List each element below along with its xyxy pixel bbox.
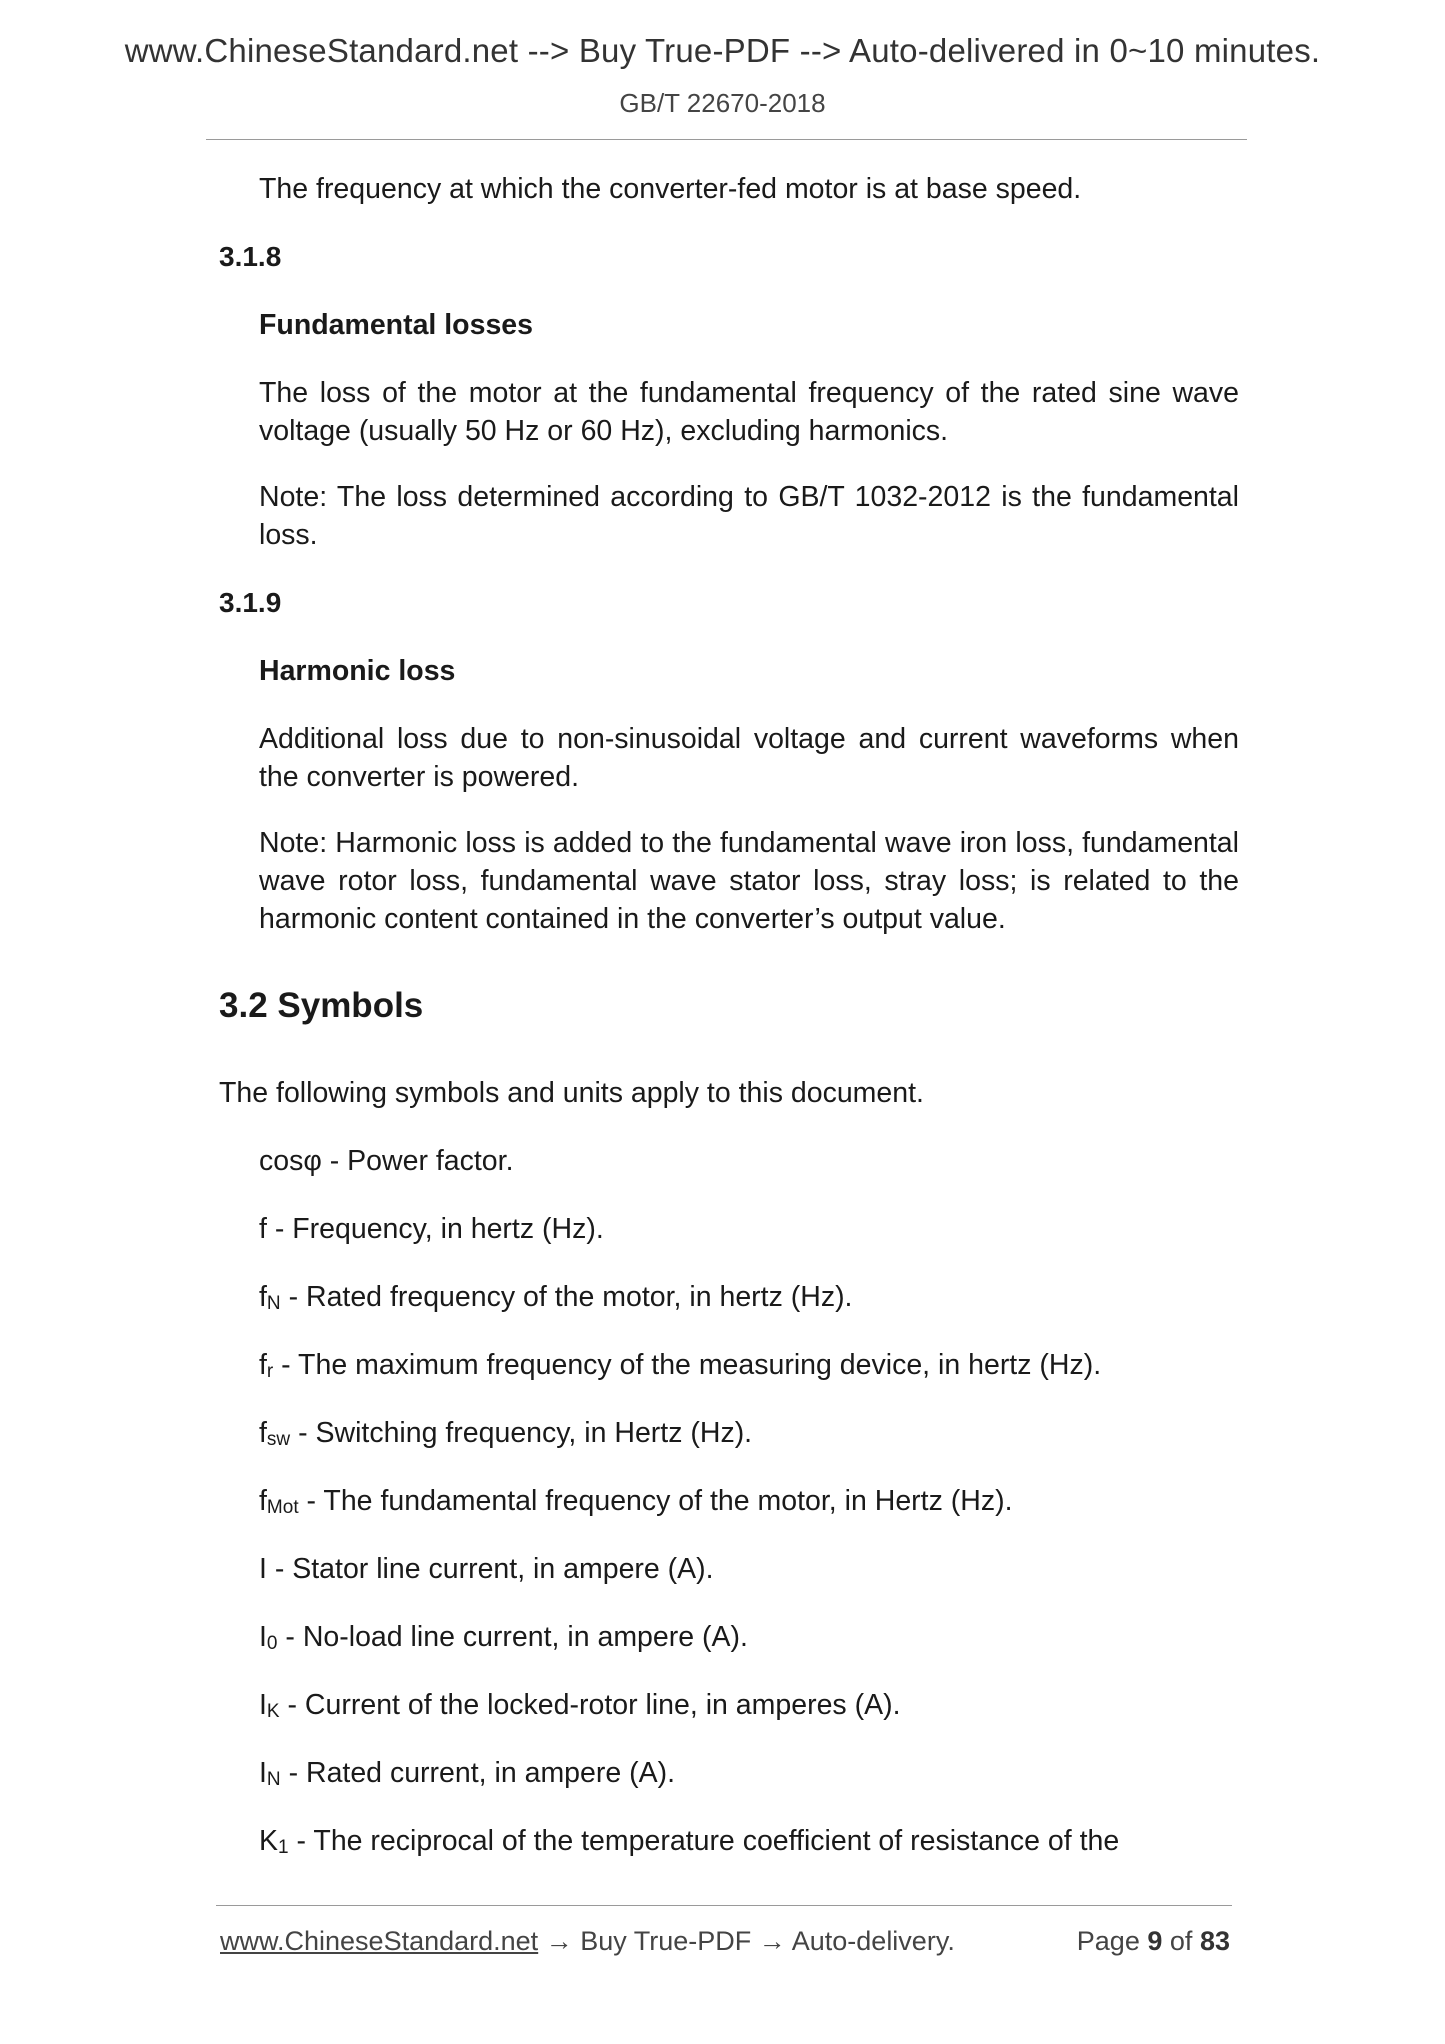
symbol-description: - The maximum frequency of the measuring device, in hertz (Hz).	[273, 1349, 1102, 1381]
symbol-subscript: N	[266, 1769, 281, 1790]
intro-line: The frequency at which the converter-fed motor is at base speed.	[259, 173, 1082, 205]
symbol-list-item	[219, 1482, 1239, 1520]
term-harmonic-loss: Harmonic loss	[259, 655, 456, 687]
note-harmonic-loss: Note: Harmonic loss is added to the fundamental wave iron loss, fundamental wave rotor loss, fundamental wave stator loss, stray loss; is related to the harmonic content contained in the converter’s output value.	[259, 827, 1239, 935]
symbol: f	[259, 1349, 267, 1381]
symbol: cosφ	[259, 1145, 322, 1177]
symbol: I	[259, 1757, 267, 1789]
document-code: GB/T 22670-2018	[619, 88, 826, 118]
symbol-description: - Rated frequency of the motor, in hertz (Hz).	[280, 1281, 853, 1313]
page-number: 9	[1147, 1926, 1163, 1956]
symbol: I	[259, 1689, 267, 1721]
symbol: I	[259, 1621, 267, 1653]
section-title-symbols: 3.2 Symbols	[219, 986, 424, 1025]
symbols-intro: The following symbols and units apply to this document.	[219, 1077, 924, 1109]
symbol-list-item	[219, 1754, 1239, 1792]
header-divider	[206, 139, 1247, 140]
symbol-subscript: sw	[266, 1429, 291, 1450]
definition-harmonic-loss: Additional loss due to non-sinusoidal voltage and current waveforms when the converter is powered.	[259, 723, 1239, 793]
symbol-list	[219, 1142, 1239, 1860]
symbol-list-item	[219, 1550, 1239, 1588]
footer-tagline: → Buy True-PDF → Auto-delivery.	[538, 1926, 955, 1956]
symbol-description: - Current of the locked-rotor line, in amperes (A).	[279, 1689, 901, 1721]
symbol-list-item	[219, 1822, 1239, 1860]
symbol: f	[259, 1417, 267, 1449]
symbol: K	[259, 1825, 279, 1857]
symbol-description: - No-load line current, in ampere (A).	[277, 1621, 748, 1653]
term-fundamental-losses: Fundamental losses	[259, 309, 533, 341]
symbol-subscript: K	[266, 1701, 280, 1722]
symbol-list-item	[219, 1278, 1239, 1316]
symbol-subscript: 0	[266, 1633, 278, 1654]
top-banner: www.ChineseStandard.net --> Buy True-PDF --> Auto-delivered in 0~10 minutes.	[124, 32, 1321, 69]
note-fundamental-losses: Note: The loss determined according to GB/T 1032-2012 is the fundamental loss.	[259, 481, 1239, 551]
symbol-subscript: r	[266, 1361, 274, 1382]
symbol-description: - Frequency, in hertz (Hz).	[266, 1213, 604, 1245]
footer-divider	[216, 1905, 1232, 1906]
page-label: Page	[1076, 1926, 1140, 1956]
clause-number-318: 3.1.8	[219, 241, 282, 272]
symbol-list-item	[219, 1414, 1239, 1452]
symbol-list-item	[219, 1618, 1239, 1656]
symbol-description: - The reciprocal of the temperature coefficient of resistance of the	[288, 1825, 1120, 1857]
symbol-list-item	[219, 1686, 1239, 1724]
symbol-list-item	[219, 1210, 1239, 1248]
symbol-subscript: 1	[278, 1837, 289, 1858]
symbol-description: - Stator line current, in ampere (A).	[266, 1553, 714, 1585]
of-label: of	[1169, 1926, 1193, 1956]
symbol-description: - Switching frequency, in Hertz (Hz).	[290, 1417, 753, 1449]
symbol-list-item	[219, 1142, 1239, 1180]
symbol-subscript: N	[266, 1293, 281, 1314]
symbol-description: - The fundamental frequency of the motor, in Hertz (Hz).	[298, 1485, 1013, 1517]
footer-site-link[interactable]: www.ChineseStandard.net	[220, 1926, 539, 1956]
symbol: f	[259, 1485, 267, 1517]
footer	[220, 1926, 1230, 1957]
symbol: f	[259, 1281, 267, 1313]
symbol-description: - Power factor.	[321, 1145, 514, 1177]
clause-number-319: 3.1.9	[219, 587, 282, 618]
symbol-description: - Rated current, in ampere (A).	[280, 1757, 676, 1789]
symbol: I	[259, 1553, 267, 1585]
symbol-list-item	[219, 1346, 1239, 1384]
page-indicator	[1077, 1926, 1230, 1957]
page-content	[219, 170, 1239, 1860]
symbol: f	[259, 1213, 267, 1245]
definition-fundamental-losses: The loss of the motor at the fundamental frequency of the rated sine wave voltage (usually 50 Hz or 60 Hz), excluding harmonics.	[259, 377, 1239, 447]
total-pages: 83	[1199, 1926, 1230, 1956]
symbol-subscript: Mot	[266, 1497, 299, 1518]
